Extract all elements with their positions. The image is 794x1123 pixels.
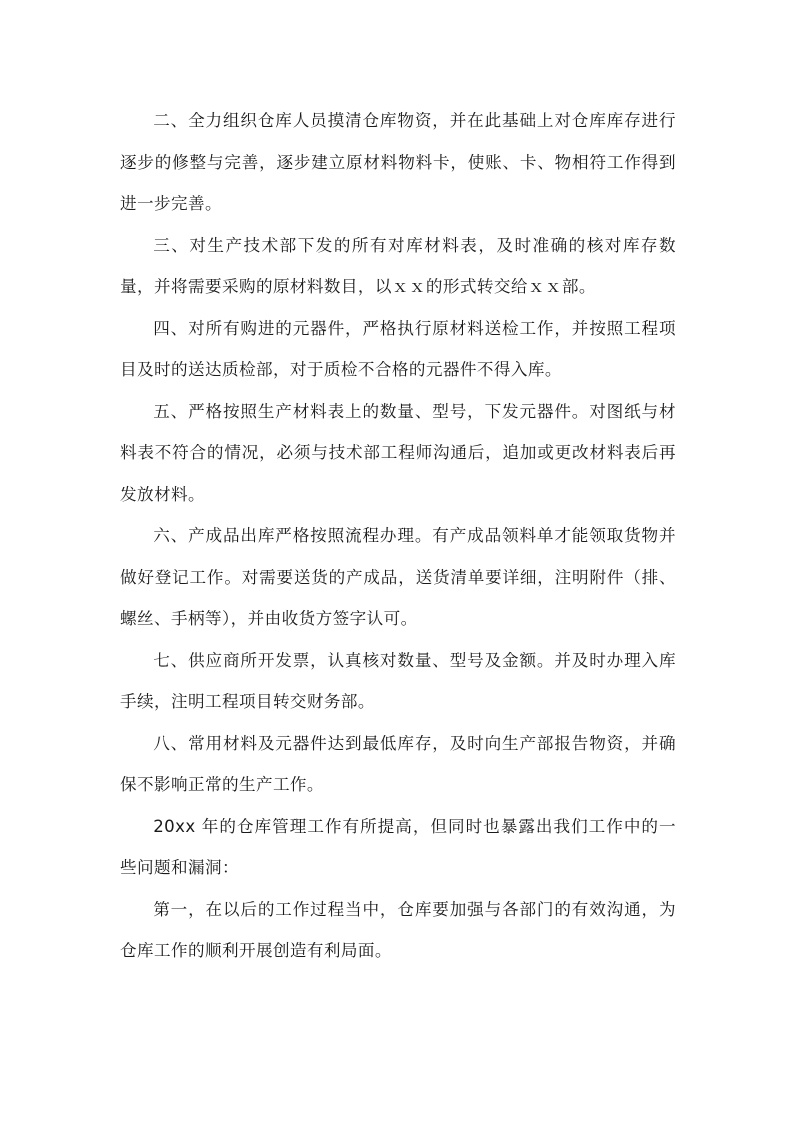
paragraph-first-issue: 第一，在以后的工作过程当中，仓库要加强与各部门的有效沟通，为仓库工作的顺利开展创造有利局面。: [120, 899, 676, 960]
paragraph-item-4: 四、对所有购进的元器件，严格执行原材料送检工作，并按照工程项目及时的送达质检部，对于质检不合格的元器件不得入库。: [120, 318, 676, 379]
paragraph-item-3: 三、对生产技术部下发的所有对库材料表，及时准确的核对库存数量，并将需要采购的原材料数目，以ｘｘ的形式转交给ｘｘ部。: [120, 235, 676, 296]
paragraph-item-8: 八、常用材料及元器件达到最低库存，及时向生产部报告物资，并确保不影响正常的生产工作。: [120, 733, 676, 794]
paragraph-item-6: 六、产成品出库严格按照流程办理。有产成品领料单才能领取货物并做好登记工作。对需要送货的产成品，送货清单要详细，注明附件（排、螺丝、手柄等），并由收货方签字认可。: [120, 526, 676, 628]
document-body: [120, 100, 676, 972]
paragraph-item-5: 五、严格按照生产材料表上的数量、型号，下发元器件。对图纸与材料表不符合的情况，必须与技术部工程师沟通后，追加或更改材料表后再发放材料。: [120, 401, 676, 504]
paragraph-summary: 20xx 年的仓库管理工作有所提高，但同时也暴露出我们工作中的一些问题和漏洞：: [120, 816, 676, 877]
paragraph-item-7: 七、供应商所开发票，认真核对数量、型号及金额。并及时办理入库手续，注明工程项目转交财务部。: [120, 650, 676, 711]
paragraph-item-2: 二、全力组织仓库人员摸清仓库物资，并在此基础上对仓库库存进行逐步的修整与完善，逐步建立原材料物料卡，使账、卡、物相符工作得到进一步完善。: [120, 111, 676, 213]
